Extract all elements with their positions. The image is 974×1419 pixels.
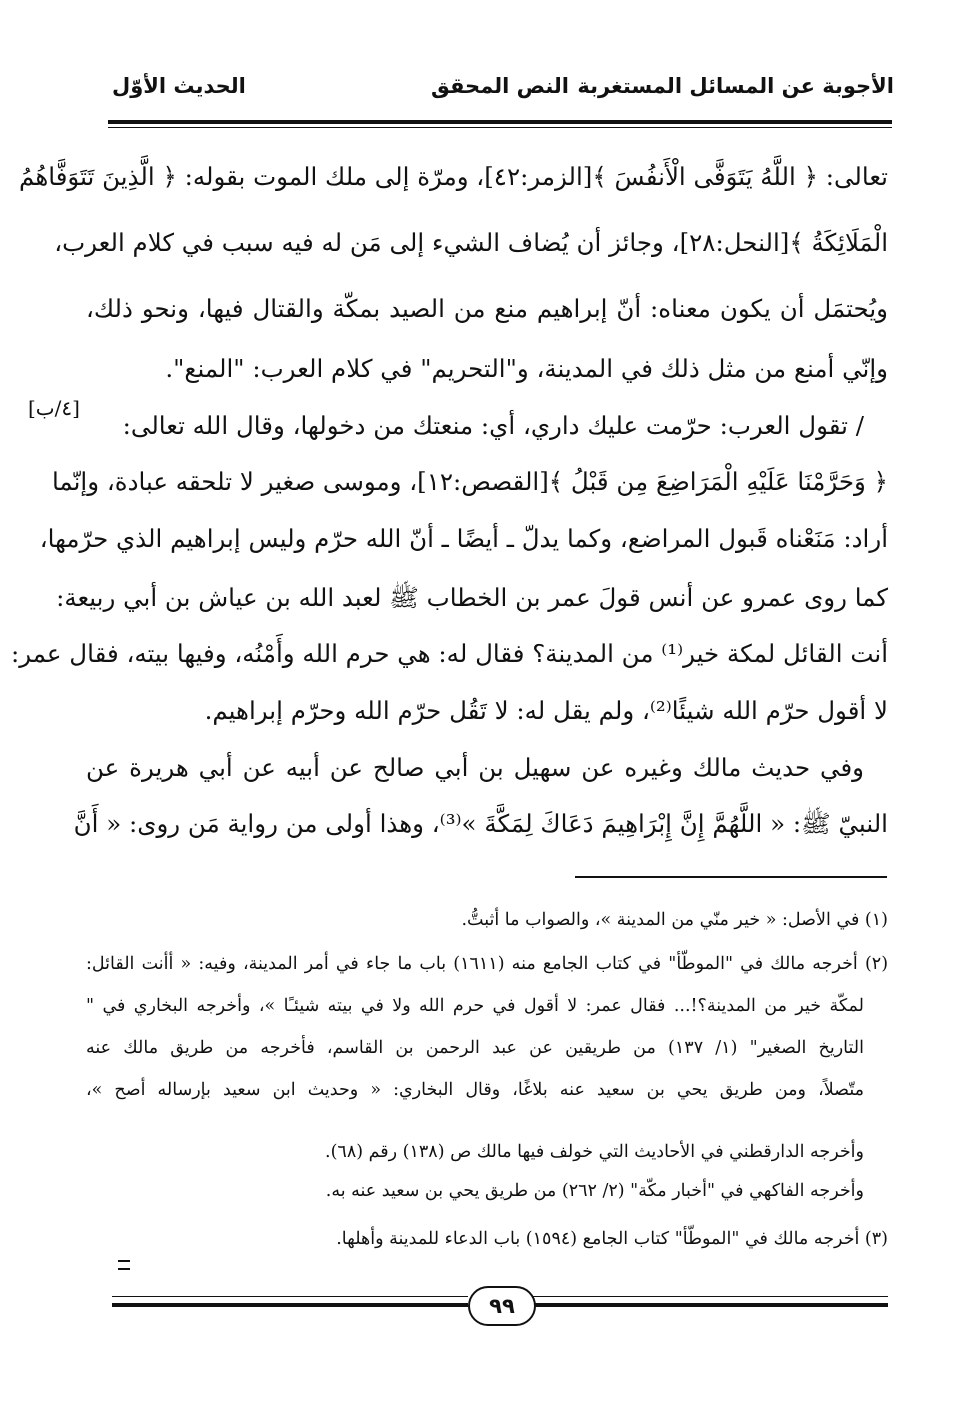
footer-rule-thin-right [532, 1296, 888, 1297]
body-line: تعالى: ﴿ اللَّهُ يَتَوَفَّى الْأَنفُسَ ﴾[الزمر:٤٢]، ومرّة إلى ملك الموت بقوله: ﴿ الَّذِينَ تَتَوَفَّاهُمُ [19, 162, 888, 191]
footnote-separator [575, 876, 887, 878]
footnote-continuation: التاريخ الصغير" (١/ ١٣٧) من طريقين عن عبد الرحمن بن القاسم، فأخرجه من طريق مالك عنه [86, 1038, 864, 1058]
header-rule-thin [108, 127, 892, 128]
end-mark [118, 1260, 130, 1270]
footer-rule-right [532, 1303, 888, 1307]
body-line: النبيّ ﷺ: « اللَّهُمَّ إِنَّ إِبْرَاهِيمَ دَعَاكَ لِمَكَّةَ »⁽³⁾، وهذا أولى من رواية مَن روى: « أَنَّ [73, 809, 888, 838]
body-line: وإنّي أمنع من مثل ذلك في المدينة، و"التحريم" في كلام العرب: "المنع". [165, 354, 888, 383]
footnote-continuation: متّصلاً، ومن طريق يحي بن سعيد عنه بلاغًا، وقال البخاري: « وحديث ابن سعيد بإرساله أصح »، [86, 1080, 864, 1100]
body-line: / تقول العرب: حرّمت عليك داري، أي: منعتك من دخولها، وقال الله تعالى: [122, 411, 864, 440]
footer-rule-thin-left [112, 1296, 468, 1297]
page-number: ٩٩ [468, 1286, 536, 1326]
footnote-continuation: وأخرجه الدارقطني في الأحاديث التي خولف فيها مالك ص (١٣٨) رقم (٦٨). [325, 1142, 864, 1162]
running-header-book-title: الأجوبة عن المسائل المستغربة [577, 74, 894, 98]
body-line: ﴿ وَحَرَّمْنَا عَلَيْهِ الْمَرَاضِعَ مِن قَبْلُ ﴾[القصص:١٢]، وموسى صغير لا تلحقه عبادة، وإنّما [51, 467, 888, 496]
footnote-continuation: لمكّة خير من المدينة؟!... فقال عمر: لا أقول في حرم الله ولا في بيته شيئـًا »، وأخرجه البخاري في " [86, 996, 864, 1016]
footnote: (١) في الأصل: « خير منّي من المدينة »، والصواب ما أثبتُّ. [461, 910, 888, 930]
footnote-continuation: وأخرجه الفاكهي في "أخبار مكّة" (٢/ ٢٦٢) من طريق يحي بن سعيد عنه به. [325, 1181, 864, 1201]
body-line: كما روى عمرو عن أنس قولَ عمر بن الخطاب ﷺ لعبد الله بن عياش بن أبي ربيعة: [56, 583, 888, 612]
body-line: ويُحتمَل أن يكون معناه: أنّ إبراهيم منع من الصيد بمكّة والقتال فيها، ونحو ذلك، [86, 294, 888, 323]
body-line: وفي حديث مالك وغيره عن سهيل بن أبي صالح عن أبيه عن أبي هريرة عن [86, 753, 864, 782]
body-line: أنت القائل لمكة خير⁽¹⁾ من المدينة؟ فقال له: هي حرم الله وأَمْنُه، وفيها بيته، فقال عمر: [10, 639, 888, 668]
header-rule-thick [108, 120, 892, 124]
footer-rule-left [112, 1303, 468, 1307]
footnote: (٣) أخرجه مالك في "الموطّأ" كتاب الجامع (١٥٩٤) باب الدعاء للمدينة وأهلها. [336, 1229, 888, 1249]
footnote: (٢) أخرجه مالك في "الموطّأ" في كتاب الجامع منه (١٦١١) باب ما جاء في أمر المدينة، وفيه: « أأنت القائل: [86, 954, 889, 974]
running-header-section: النص المحقق [431, 74, 569, 98]
running-header-chapter: الحديث الأوّل [112, 74, 246, 98]
folio-margin-note: [٤/ب] [28, 396, 80, 420]
body-line: لا أقول حرّم الله شيئًا⁽²⁾، ولم يقل له: لا تَقُل حرّم الله وحرّم إبراهيم. [204, 696, 888, 725]
body-line: أراد: مَنَعْناه قَبول المراضع، وكما يدلّ ـ أيضًا ـ أنّ الله حرّم وليس إبراهيم الذي حرّمها، [39, 524, 888, 553]
body-line: الْمَلَائِكَةُ ﴾[النحل:٢٨]، وجائز أن يُضاف الشيء إلى مَن له فيه سبب في كلام العرب، [54, 228, 888, 257]
